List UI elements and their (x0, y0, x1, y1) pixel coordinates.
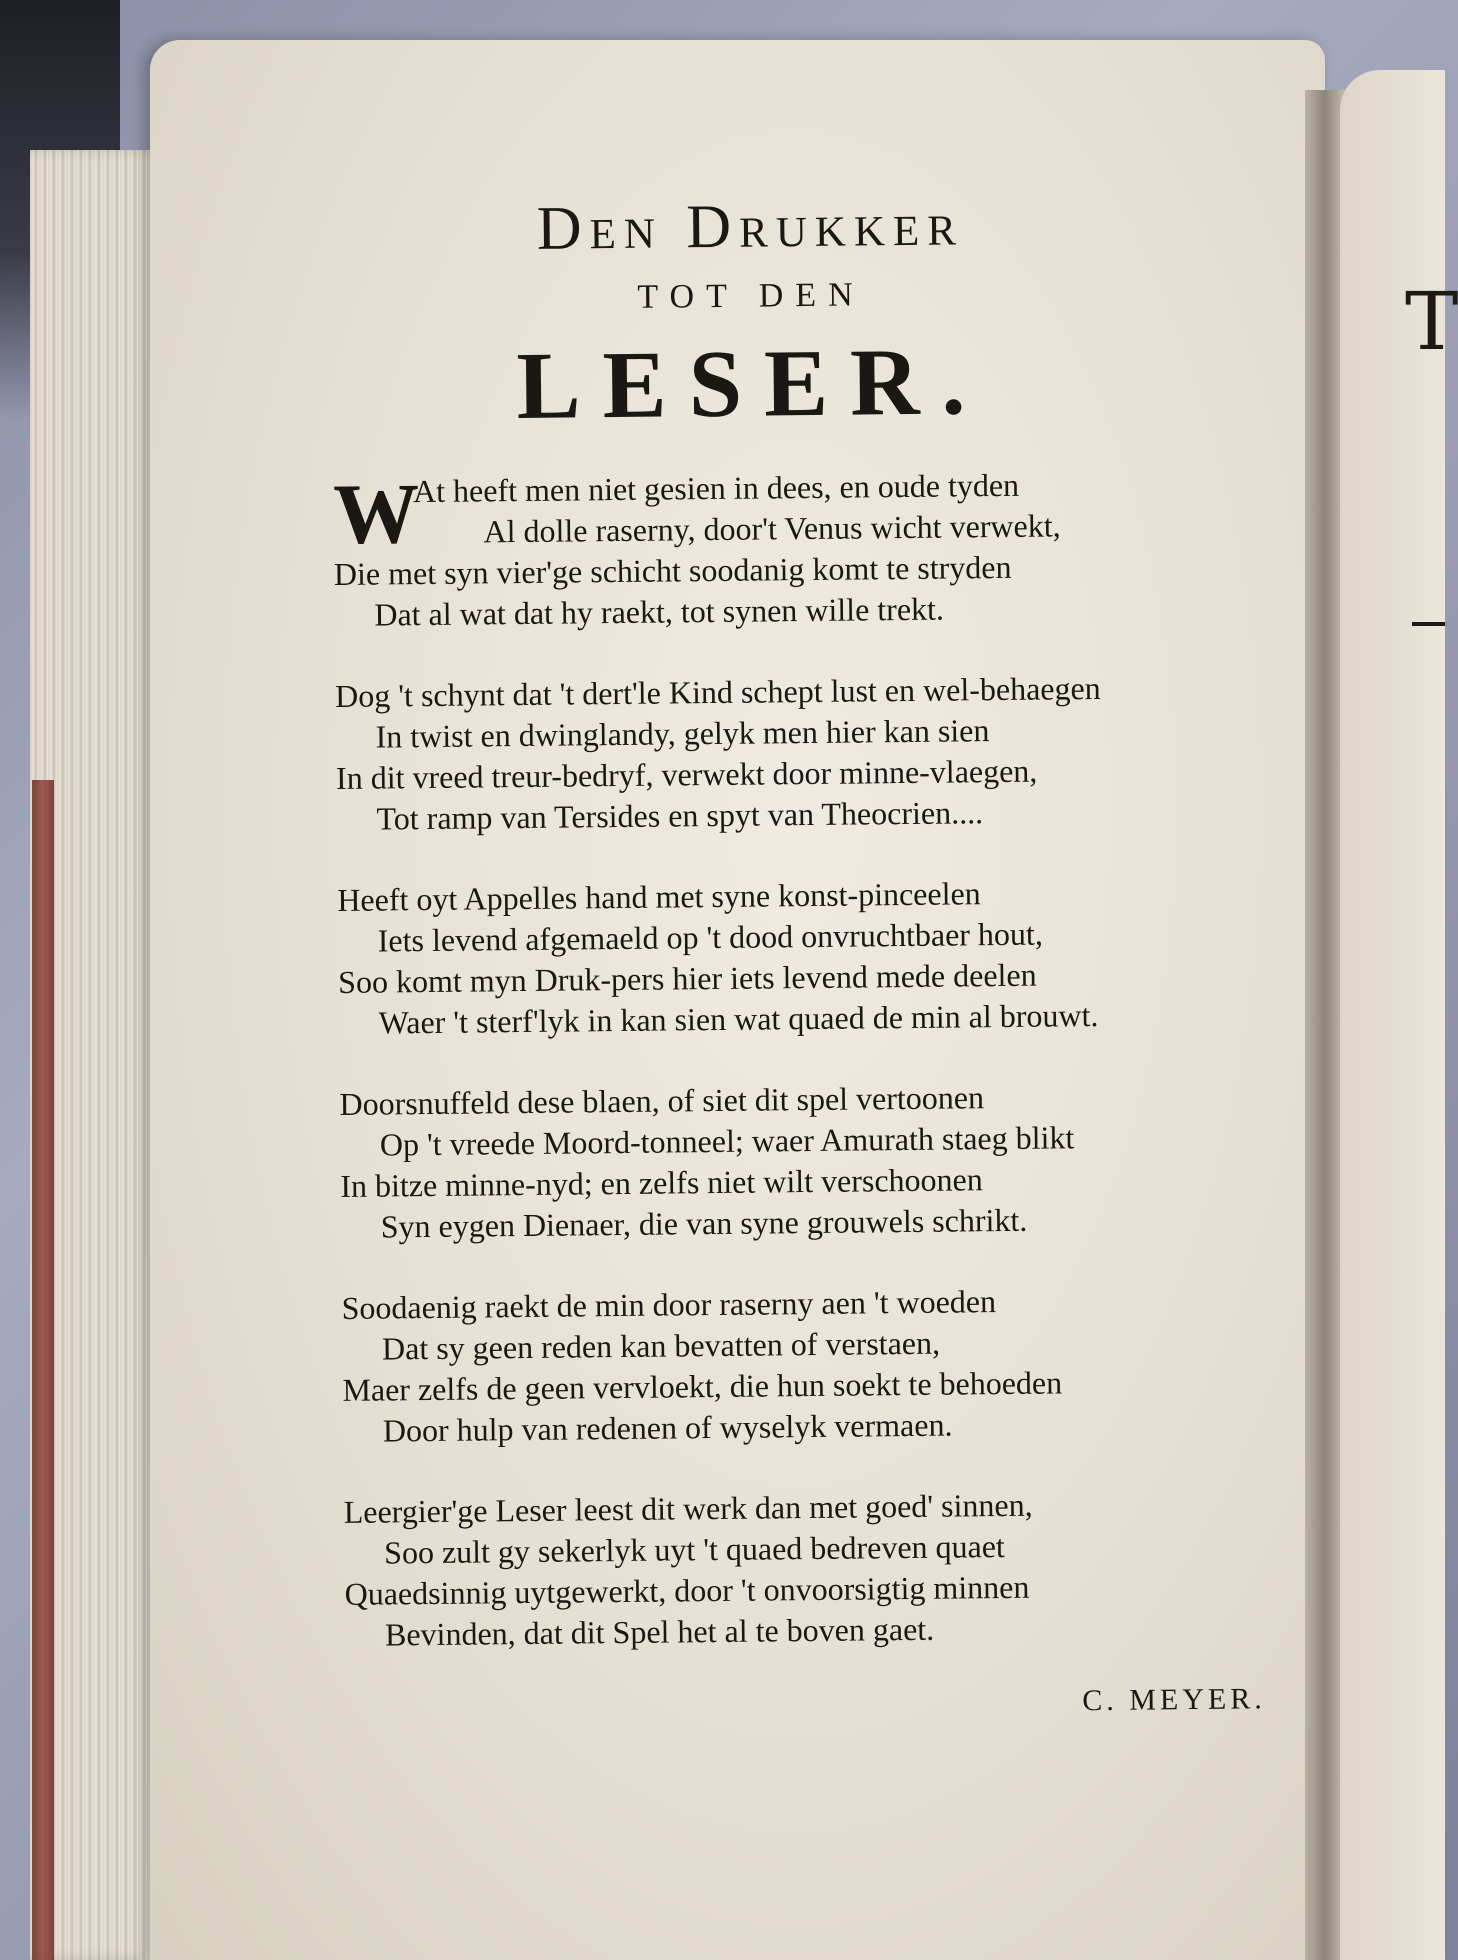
stanza (341, 1278, 1323, 1452)
stanza (333, 462, 1315, 636)
page-content (330, 190, 1326, 1726)
poem-line: Dat al wat dat hy raekt, tot synen wille trekt. (374, 590, 945, 633)
poem-line: Soo komt myn Druk-pers hier iets levend mede deelen (338, 956, 1037, 1000)
poem (333, 462, 1325, 1656)
facing-page-letter: T (1405, 275, 1458, 368)
poem-line: In dit vreed treur-bedryf, verwekt door minne-vlaegen, (335, 752, 1038, 796)
poem-line: Leergier'ge Leser leest dit werk dan met goed' sinnen, (343, 1486, 1033, 1530)
stanza (339, 1074, 1321, 1248)
poem-line: Dog 't schynt dat 't dert'le Kind schept lust en wel-behaegen (335, 669, 1101, 714)
poem-line: In twist en dwinglandy, gelyk men hier kan sien (375, 712, 990, 755)
page-title-line2: TOT DEN (637, 276, 865, 316)
poem-line: Waer 't sterf'lyk in kan sien wat quaed de min al brouwt. (378, 996, 1099, 1041)
poem-line: Tot ramp van Tersides en spyt van Theocrien.... (376, 794, 984, 837)
poem-line: Heeft oyt Appelles hand met syne konst-pinceelen (337, 875, 981, 918)
poem-line: Maer zelfs de geen vervloekt, die hun soekt te behoeden (342, 1364, 1063, 1408)
drop-capital: W (332, 465, 420, 562)
stanza (344, 1482, 1326, 1656)
page-title-line3: LESER. (515, 327, 988, 440)
poem-line: Syn eygen Dienaer, die van syne grouwels schrikt. (380, 1201, 1028, 1245)
facing-page-rule (1412, 622, 1445, 626)
book-spine (32, 780, 54, 1960)
poem-line: Door hulp van redenen of wyselyk vermaen. (382, 1406, 953, 1449)
poem-line: Iets levend afgemaeld op 't dood onvruchtbaer hout, (377, 915, 1044, 959)
poem-line: At heeft men niet gesien in dees, en oude tyden (412, 466, 1020, 510)
poem-line: Op 't vreede Moord-tonneel; waer Amurath staeg blikt (379, 1119, 1075, 1163)
poem-line: Bevinden, dat dit Spel het al te boven gaet. (384, 1610, 935, 1653)
poem-line: In bitze minne-nyd; en zelfs niet wilt verschoonen (340, 1161, 983, 1204)
stanza (335, 666, 1317, 840)
poem-line: Quaedsinnig uytgewerkt, door 't onvoorsigtig minnen (344, 1568, 1030, 1612)
poem-line: Soodaenig raekt de min door raserny aen 't woeden (341, 1283, 997, 1326)
poem-line: Die met syn vier'ge schicht soodanig komt te stryden (333, 548, 1012, 592)
page-title-line1: Den Drukker (536, 190, 965, 263)
poem-line: Dat sy geen reden kan bevatten of verstaen, (381, 1324, 941, 1367)
stanza (337, 870, 1319, 1044)
poem-line: Doorsnuffeld dese blaen, of siet dit spel vertoonen (339, 1079, 985, 1122)
poem-line: Al dolle raserny, door't Venus wicht verwekt, (483, 507, 1061, 550)
signature: C. MEYER. (1082, 1682, 1266, 1718)
poem-line: Soo zult gy sekerlyk uyt 't quaed bedreven quaet (383, 1528, 1006, 1571)
